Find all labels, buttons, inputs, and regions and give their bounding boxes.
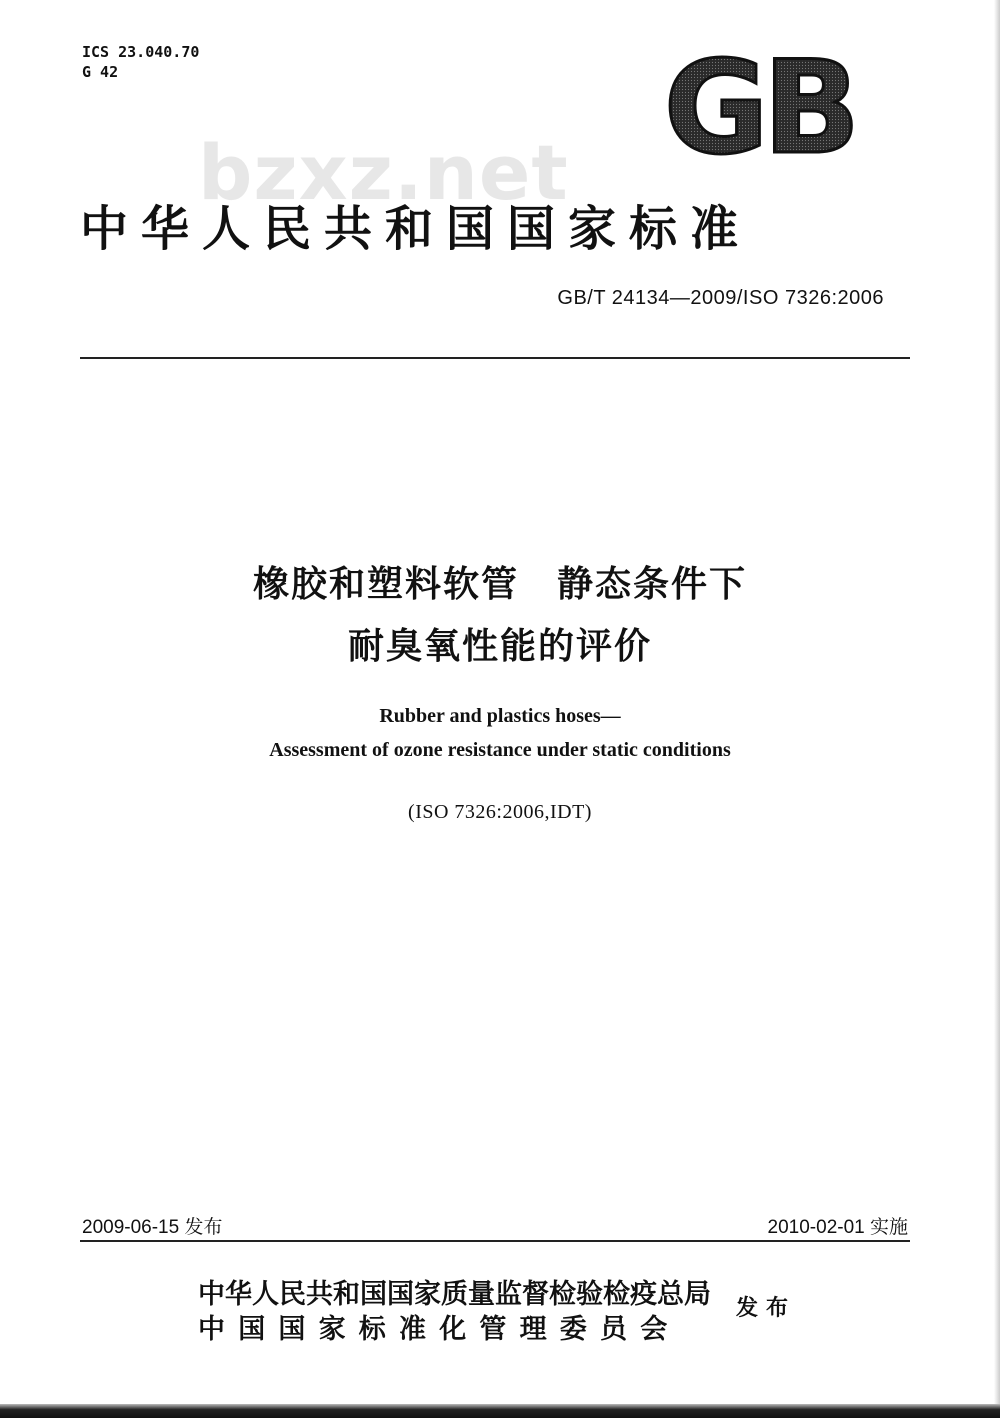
classification-codes (82, 42, 199, 82)
iso-equivalence: (ISO 7326:2006,IDT) (408, 801, 592, 823)
national-standard-title: 中华人民共和国国家标准 (80, 201, 752, 257)
issuer-line-1: 中华人民共和国国家质量监督检验检疫总局 (198, 1279, 711, 1310)
issuer-line-2: 中国国家标准化管理委员会 (198, 1314, 681, 1345)
chinese-title-line-1: 橡胶和塑料软管 静态条件下 (252, 564, 747, 605)
page-bottom-edge (0, 1404, 1000, 1418)
chinese-title-line-2: 耐臭氧性能的评价 (347, 626, 652, 667)
standard-number: GB/T 24134—2009/ISO 7326:2006 (557, 287, 884, 309)
issue-label: 发布 (736, 1296, 797, 1321)
effective-date: 2010-02-01 实施 (767, 1217, 908, 1238)
gb-logo-text: GB (663, 52, 855, 164)
ics-code: ICS 23.040.70 (82, 43, 200, 61)
footer-divider (80, 1240, 910, 1242)
gb-logo (648, 52, 870, 164)
english-title-line-1: Rubber and plastics hoses— (379, 705, 621, 727)
publish-date: 2009-06-15 发布 (82, 1217, 223, 1238)
watermark: bzxz.net (198, 128, 569, 217)
english-title-line-2: Assessment of ozone resistance under static conditions (269, 739, 731, 761)
header-divider (80, 357, 910, 359)
page-edge-shadow (994, 0, 1000, 1418)
ccs-code: G 42 (82, 63, 119, 81)
